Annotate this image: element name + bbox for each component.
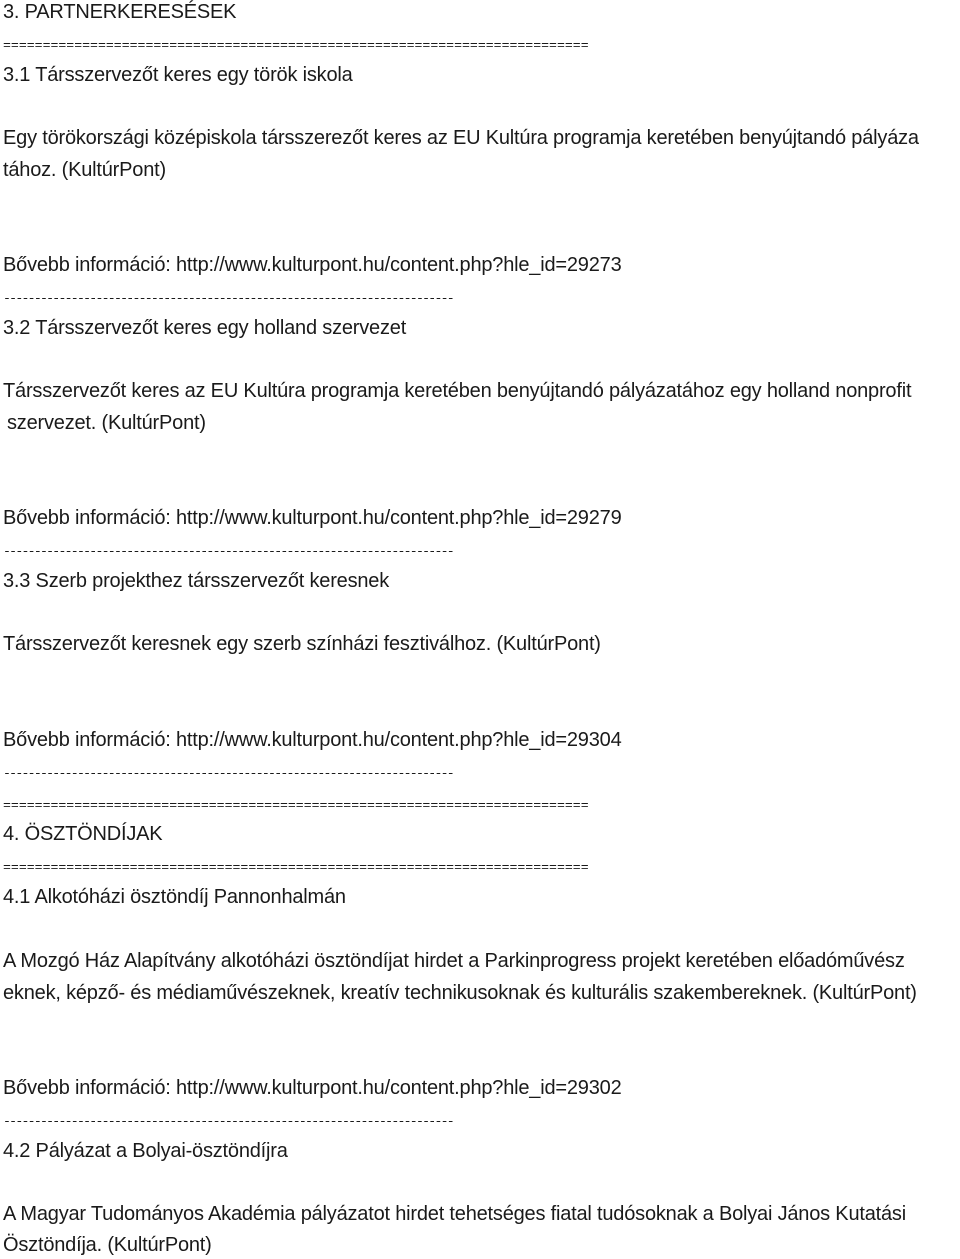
section-heading: 3. PARTNERKERESÉSEK [3, 1, 237, 23]
equals-divider: ========================================================================== [3, 38, 589, 53]
item-title: 3.3 Szerb projekthez társszervezőt keresnek [3, 570, 390, 592]
item-body-line: eknek, képző- és médiaművészeknek, kreatív technikusoknak és kulturális szakembereknek. (KultúrPont) [3, 982, 917, 1004]
item-body-line: Egy törökországi középiskola társszerezőt keres az EU Kultúra programja keretében benyújtandó pályáza [3, 127, 919, 149]
more-info-link[interactable]: Bővebb információ: http://www.kulturpont.hu/content.php?hle_id=29273 [3, 254, 622, 276]
section-heading: 4. ÖSZTÖNDÍJAK [3, 823, 163, 845]
item-title: 3.1 Társszervezőt keres egy török iskola [3, 64, 353, 86]
more-info-link[interactable]: Bővebb információ: http://www.kulturpont.hu/content.php?hle_id=29279 [3, 507, 622, 529]
dash-divider: ------------------------------------------------------------------------- [3, 291, 453, 306]
item-title: 4.2 Pályázat a Bolyai-ösztöndíjra [3, 1140, 288, 1162]
item-body-line: Ösztöndíja. (KultúrPont) [3, 1234, 212, 1256]
item-body-line: tához. (KultúrPont) [3, 159, 166, 181]
item-body-line: Társszervezőt keresnek egy szerb színházi fesztiválhoz. (KultúrPont) [3, 633, 601, 655]
equals-divider: ========================================================================== [3, 798, 589, 813]
item-body-line: szervezet. (KultúrPont) [7, 412, 206, 434]
dash-divider: ------------------------------------------------------------------------- [3, 766, 453, 781]
item-title: 3.2 Társszervezőt keres egy holland szervezet [3, 317, 407, 339]
more-info-link[interactable]: Bővebb információ: http://www.kulturpont.hu/content.php?hle_id=29304 [3, 729, 622, 751]
dash-divider: ------------------------------------------------------------------------- [3, 1114, 453, 1129]
dash-divider: ------------------------------------------------------------------------- [3, 544, 453, 559]
equals-divider: ========================================================================== [3, 860, 589, 875]
item-body-line: Társszervezőt keres az EU Kultúra programja keretében benyújtandó pályázatához egy holland nonprofit [3, 380, 912, 402]
item-body-line: A Magyar Tudományos Akadémia pályázatot hirdet tehetséges fiatal tudósoknak a Bolyai János Kutatási [3, 1203, 906, 1225]
item-title: 4.1 Alkotóházi ösztöndíj Pannonhalmán [3, 886, 346, 908]
more-info-link[interactable]: Bővebb információ: http://www.kulturpont.hu/content.php?hle_id=29302 [3, 1077, 622, 1099]
item-body-line: A Mozgó Ház Alapítvány alkotóházi ösztöndíjat hirdet a Parkinprogress projekt keretében előadóművész [3, 950, 905, 972]
